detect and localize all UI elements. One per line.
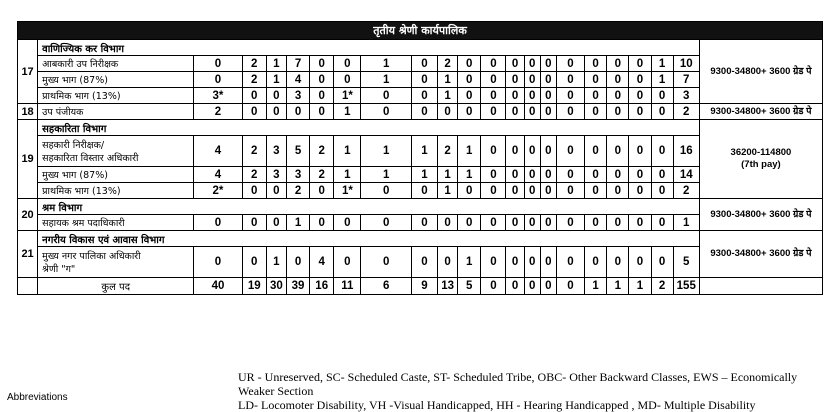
- value-cell: 0: [651, 88, 673, 104]
- total-value-cell: 0: [540, 278, 556, 295]
- value-cell: 0: [524, 183, 540, 199]
- value-cell: 0: [556, 88, 584, 104]
- total-value-cell: 1: [607, 278, 629, 295]
- total-value-cell: 19: [242, 278, 266, 295]
- recruitment-table-container: [17, 21, 823, 295]
- value-cell: 0: [194, 247, 242, 278]
- value-cell: 0: [411, 183, 437, 199]
- post-name-text: मुख्य भाग (87%): [42, 75, 108, 86]
- value-cell: 1: [361, 136, 411, 167]
- value-cell: 1: [438, 167, 458, 183]
- post-name-subtext: सहकारिता विस्तार अधिकारी: [42, 153, 139, 164]
- post-name-text: आबकारी उप निरीक्षक: [42, 59, 119, 70]
- value-cell: 16: [673, 136, 699, 167]
- value-cell: 0: [458, 104, 481, 120]
- value-cell: 0: [585, 72, 607, 88]
- pay-scale: [699, 231, 822, 278]
- department-row: [18, 199, 823, 215]
- pay-scale-text: 9300-34800+ 3600 ग्रेड पे: [710, 105, 812, 117]
- value-cell: 1: [438, 72, 458, 88]
- value-cell: 0: [585, 104, 607, 120]
- value-cell: 0: [540, 56, 556, 72]
- pay-scale-text: 9300-34800+ 3600 ग्रेड पे: [710, 208, 812, 220]
- value-cell: 0: [242, 183, 266, 199]
- post-name: [38, 247, 194, 278]
- value-cell: 0: [607, 136, 629, 167]
- value-cell: 0: [524, 56, 540, 72]
- total-value-cell: 6: [361, 278, 411, 295]
- pay-scale: [699, 199, 822, 231]
- value-cell: 2: [310, 136, 334, 167]
- value-cell: 2: [242, 56, 266, 72]
- value-cell: 2: [673, 104, 699, 120]
- value-cell: 3: [266, 167, 286, 183]
- value-cell: 0: [585, 136, 607, 167]
- value-cell: 0: [458, 88, 481, 104]
- value-cell: 0: [411, 247, 437, 278]
- post-name: [38, 72, 194, 88]
- table-row: [18, 104, 823, 120]
- value-cell: 0: [524, 88, 540, 104]
- value-cell: 0: [481, 88, 506, 104]
- value-cell: 2: [310, 167, 334, 183]
- abbreviations-label: Abbreviations: [7, 392, 68, 403]
- value-cell: 1: [266, 56, 286, 72]
- value-cell: 0: [506, 183, 524, 199]
- value-cell: 4: [310, 247, 334, 278]
- value-cell: 0: [585, 247, 607, 278]
- value-cell: 0: [607, 215, 629, 231]
- serial-number: 17: [18, 40, 38, 104]
- value-cell: 0: [286, 104, 309, 120]
- value-cell: 1: [458, 136, 481, 167]
- value-cell: 0: [524, 104, 540, 120]
- value-cell: 0: [607, 104, 629, 120]
- value-cell: 5: [673, 247, 699, 278]
- value-cell: 0: [524, 215, 540, 231]
- value-cell: 7: [286, 56, 309, 72]
- total-value-cell: 40: [194, 278, 242, 295]
- value-cell: 0: [266, 215, 286, 231]
- value-cell: 0: [540, 183, 556, 199]
- value-cell: 0: [540, 72, 556, 88]
- value-cell: 0: [629, 104, 651, 120]
- post-name: [38, 88, 194, 104]
- total-value-cell: 155: [673, 278, 699, 295]
- value-cell: 0: [361, 183, 411, 199]
- value-cell: 0: [361, 104, 411, 120]
- value-cell: 0: [506, 104, 524, 120]
- total-value-cell: 0: [481, 278, 506, 295]
- post-name-text: मुख्य नगर पालिका अधिकारी: [42, 251, 141, 262]
- value-cell: 5: [286, 136, 309, 167]
- vacancy-table: [17, 21, 823, 295]
- value-cell: 0: [556, 167, 584, 183]
- value-cell: 2: [242, 72, 266, 88]
- table-title: तृतीय श्रेणी कार्यपालिक: [18, 22, 823, 40]
- value-cell: 0: [629, 72, 651, 88]
- value-cell: 0: [585, 88, 607, 104]
- value-cell: 0: [411, 72, 437, 88]
- total-value-cell: 1: [585, 278, 607, 295]
- value-cell: 0: [607, 72, 629, 88]
- value-cell: 1: [334, 104, 361, 120]
- value-cell: 10: [673, 56, 699, 72]
- value-cell: 1: [334, 167, 361, 183]
- value-cell: 0: [481, 167, 506, 183]
- value-cell: 0: [506, 247, 524, 278]
- value-cell: 2: [673, 183, 699, 199]
- value-cell: 1: [266, 247, 286, 278]
- value-cell: 3: [286, 167, 309, 183]
- value-cell: 0: [651, 167, 673, 183]
- value-cell: 0: [310, 88, 334, 104]
- post-name: [38, 183, 194, 199]
- post-name: [38, 215, 194, 231]
- value-cell: 0: [334, 56, 361, 72]
- value-cell: 0: [629, 56, 651, 72]
- value-cell: 0: [481, 104, 506, 120]
- value-cell: 0: [540, 136, 556, 167]
- value-cell: 0: [286, 247, 309, 278]
- value-cell: 1: [411, 167, 437, 183]
- value-cell: 0: [540, 247, 556, 278]
- value-cell: 0: [266, 88, 286, 104]
- value-cell: 14: [673, 167, 699, 183]
- department-name: नगरीय विकास एवं आवास विभाग: [38, 231, 700, 247]
- value-cell: 0: [411, 215, 437, 231]
- post-name: [38, 167, 194, 183]
- total-value-cell: 9: [411, 278, 437, 295]
- value-cell: 1: [286, 215, 309, 231]
- value-cell: 0: [242, 104, 266, 120]
- pay-scale-text: 36200-114800: [730, 147, 792, 158]
- value-cell: 0: [651, 104, 673, 120]
- value-cell: 0: [540, 167, 556, 183]
- department-name: वाणिज्यिक कर विभाग: [38, 40, 700, 56]
- post-name-text: सहकारी निरीक्षक/: [42, 140, 105, 151]
- value-cell: 0: [242, 247, 266, 278]
- value-cell: 0: [651, 183, 673, 199]
- value-cell: 0: [438, 104, 458, 120]
- post-name: [38, 56, 194, 72]
- value-cell: 1*: [334, 183, 361, 199]
- value-cell: 0: [194, 215, 242, 231]
- value-cell: 0: [506, 56, 524, 72]
- value-cell: 2: [242, 136, 266, 167]
- serial-number: 20: [18, 199, 38, 231]
- value-cell: 3*: [194, 88, 242, 104]
- post-name-text: मुख्य भाग (87%): [42, 170, 108, 181]
- value-cell: 1: [411, 136, 437, 167]
- serial-number: 18: [18, 104, 38, 120]
- value-cell: 0: [524, 136, 540, 167]
- post-name-text: प्राथमिक भाग (13%): [42, 91, 121, 102]
- value-cell: 2: [242, 167, 266, 183]
- value-cell: 0: [411, 56, 437, 72]
- value-cell: 0: [629, 136, 651, 167]
- department-name: सहकारिता विभाग: [38, 120, 700, 136]
- value-cell: 0: [585, 167, 607, 183]
- total-value-cell: 30: [266, 278, 286, 295]
- total-value-cell: 11: [334, 278, 361, 295]
- value-cell: 4: [194, 167, 242, 183]
- value-cell: 1: [673, 215, 699, 231]
- value-cell: 1: [458, 247, 481, 278]
- value-cell: 0: [481, 72, 506, 88]
- value-cell: 0: [334, 247, 361, 278]
- value-cell: 4: [194, 136, 242, 167]
- value-cell: 3: [286, 88, 309, 104]
- post-name-subtext: श्रेणी "ग": [42, 264, 76, 275]
- value-cell: 1: [651, 72, 673, 88]
- value-cell: 0: [194, 72, 242, 88]
- post-name-text: प्राथमिक भाग (13%): [42, 186, 121, 197]
- value-cell: 0: [506, 136, 524, 167]
- total-value-cell: 13: [438, 278, 458, 295]
- value-cell: 0: [242, 215, 266, 231]
- value-cell: 0: [438, 247, 458, 278]
- total-blank: [18, 278, 38, 295]
- total-value-cell: 0: [506, 278, 524, 295]
- value-cell: 3: [266, 136, 286, 167]
- value-cell: 0: [556, 247, 584, 278]
- value-cell: 0: [651, 215, 673, 231]
- value-cell: 0: [556, 136, 584, 167]
- post-name: [38, 136, 194, 167]
- value-cell: 0: [540, 88, 556, 104]
- value-cell: 0: [458, 56, 481, 72]
- total-value-cell: 2: [651, 278, 673, 295]
- value-cell: 0: [607, 88, 629, 104]
- value-cell: 0: [607, 167, 629, 183]
- value-cell: 2: [194, 104, 242, 120]
- value-cell: 0: [524, 72, 540, 88]
- value-cell: 0: [194, 56, 242, 72]
- value-cell: 0: [242, 88, 266, 104]
- value-cell: 0: [651, 136, 673, 167]
- value-cell: 0: [310, 56, 334, 72]
- value-cell: 7: [673, 72, 699, 88]
- pay-scale: [699, 40, 822, 104]
- post-name-text: सहायक श्रम पदाधिकारी: [42, 218, 125, 229]
- pay-scale: [699, 104, 822, 120]
- value-cell: 0: [651, 247, 673, 278]
- value-cell: 0: [607, 183, 629, 199]
- value-cell: 0: [506, 88, 524, 104]
- value-cell: 0: [458, 72, 481, 88]
- value-cell: 0: [556, 183, 584, 199]
- total-pay-blank: [699, 278, 822, 295]
- value-cell: 0: [310, 72, 334, 88]
- value-cell: 0: [607, 247, 629, 278]
- value-cell: 0: [506, 72, 524, 88]
- department-name: श्रम विभाग: [38, 199, 700, 215]
- value-cell: 0: [411, 88, 437, 104]
- value-cell: 0: [361, 215, 411, 231]
- value-cell: 0: [438, 215, 458, 231]
- value-cell: 0: [556, 104, 584, 120]
- serial-number: 19: [18, 120, 38, 199]
- pay-scale-text: 9300-34800+ 3600 ग्रेड पे: [710, 65, 812, 77]
- value-cell: 0: [334, 72, 361, 88]
- value-cell: 0: [540, 104, 556, 120]
- value-cell: 1: [334, 136, 361, 167]
- value-cell: 0: [334, 215, 361, 231]
- total-value-cell: 5: [458, 278, 481, 295]
- total-value-cell: 16: [310, 278, 334, 295]
- value-cell: 0: [629, 88, 651, 104]
- value-cell: 0: [458, 183, 481, 199]
- pay-scale: [699, 120, 822, 199]
- value-cell: 0: [556, 72, 584, 88]
- value-cell: 0: [556, 56, 584, 72]
- value-cell: 0: [629, 167, 651, 183]
- value-cell: 1: [361, 56, 411, 72]
- value-cell: 0: [607, 56, 629, 72]
- total-row: [18, 278, 823, 295]
- value-cell: 0: [310, 183, 334, 199]
- value-cell: 0: [524, 247, 540, 278]
- title-row: [18, 22, 823, 40]
- value-cell: 1: [361, 167, 411, 183]
- value-cell: 2: [286, 183, 309, 199]
- value-cell: 0: [506, 167, 524, 183]
- value-cell: 0: [585, 56, 607, 72]
- value-cell: 0: [266, 104, 286, 120]
- value-cell: 0: [629, 215, 651, 231]
- value-cell: 0: [481, 56, 506, 72]
- value-cell: 3: [673, 88, 699, 104]
- value-cell: 0: [585, 183, 607, 199]
- value-cell: 0: [556, 215, 584, 231]
- pay-scale-text: 9300-34800+ 3600 ग्रेड पे: [710, 248, 812, 259]
- value-cell: 1: [458, 167, 481, 183]
- department-row: [18, 231, 823, 247]
- value-cell: 1: [438, 88, 458, 104]
- total-label: कुल पद: [38, 278, 194, 295]
- value-cell: 1: [438, 183, 458, 199]
- value-cell: 0: [629, 247, 651, 278]
- value-cell: 0: [585, 215, 607, 231]
- total-value-cell: 0: [556, 278, 584, 295]
- value-cell: 0: [310, 104, 334, 120]
- value-cell: 1: [361, 72, 411, 88]
- value-cell: 2: [438, 56, 458, 72]
- value-cell: 0: [506, 215, 524, 231]
- total-value-cell: 39: [286, 278, 309, 295]
- total-value-cell: 1: [629, 278, 651, 295]
- value-cell: 0: [481, 136, 506, 167]
- serial-number: 21: [18, 231, 38, 278]
- total-value-cell: 0: [524, 278, 540, 295]
- legend-line-1: UR - Unreserved, SC- Scheduled Caste, ST- Scheduled Tribe, OBC- Other Backward Classes, EWS – Economically Weaker Section: [238, 370, 798, 398]
- value-cell: 2*: [194, 183, 242, 199]
- value-cell: 2: [438, 136, 458, 167]
- pay-scale-note: (7th pay): [741, 159, 781, 170]
- value-cell: 0: [524, 167, 540, 183]
- value-cell: 0: [540, 215, 556, 231]
- legend-line-2: LD- Locomoter Disability, VH -Visual Handicapped, HH - Hearing Handicapped , MD- Multiple Disability: [238, 398, 756, 412]
- value-cell: 0: [481, 247, 506, 278]
- value-cell: 1*: [334, 88, 361, 104]
- value-cell: 0: [310, 215, 334, 231]
- post-name-text: उप पंजीयक: [42, 107, 84, 118]
- value-cell: 0: [481, 215, 506, 231]
- value-cell: 4: [286, 72, 309, 88]
- value-cell: 0: [361, 88, 411, 104]
- value-cell: 1: [651, 56, 673, 72]
- department-row: [18, 120, 823, 136]
- value-cell: 0: [481, 183, 506, 199]
- value-cell: 0: [411, 104, 437, 120]
- value-cell: 0: [458, 215, 481, 231]
- value-cell: 0: [361, 247, 411, 278]
- value-cell: 1: [266, 72, 286, 88]
- value-cell: 0: [266, 183, 286, 199]
- post-name: [38, 104, 194, 120]
- value-cell: 0: [629, 183, 651, 199]
- department-row: [18, 40, 823, 56]
